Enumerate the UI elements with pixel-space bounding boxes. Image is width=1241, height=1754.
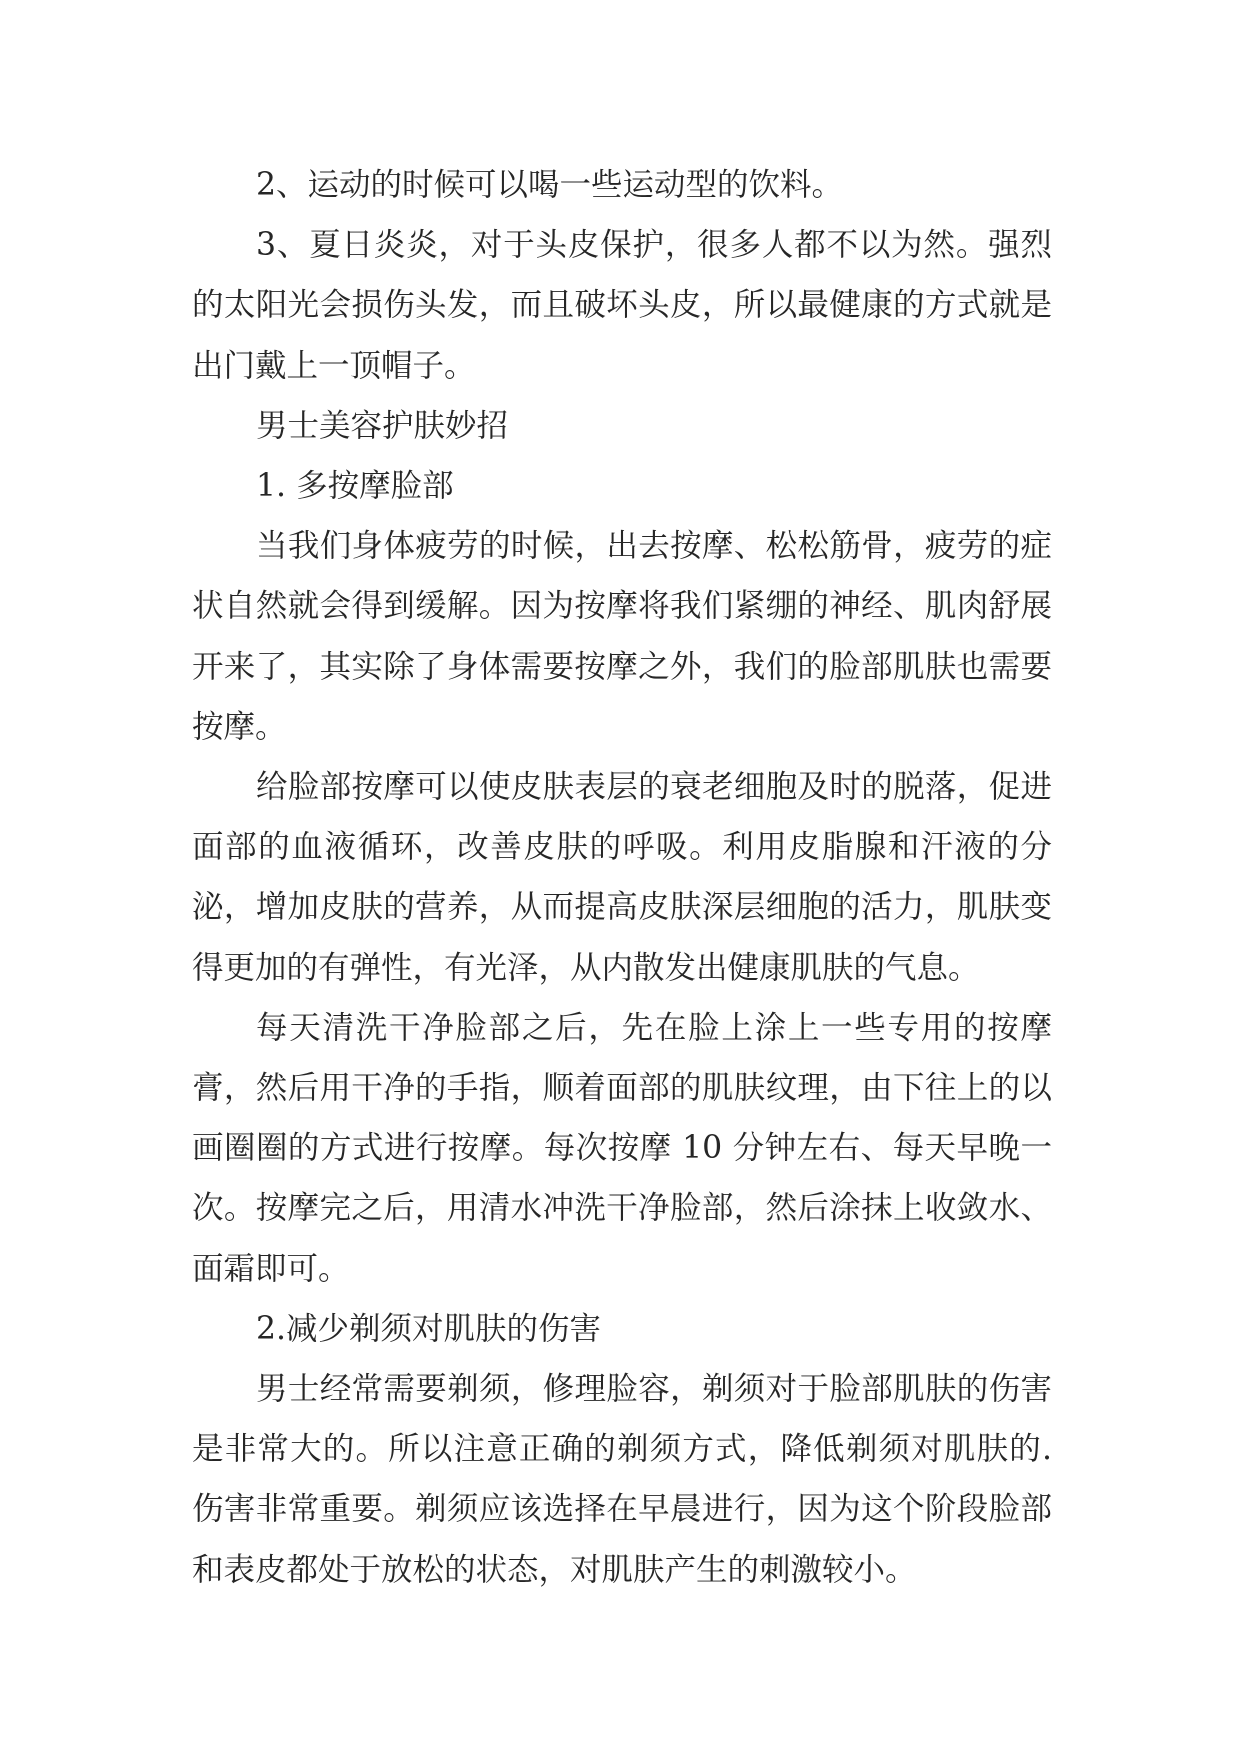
section-heading: 男士美容护肤妙招: [256, 407, 509, 444]
subheading-shaving: 2.减少剃须对肌肤的伤害: [256, 1310, 602, 1347]
paragraph-tip-3: 3、夏日炎炎，对于头皮保护，很多人都不以为然。强烈的太阳光会损伤头发，而且破坏头皮，所以最健康的方式就是出门戴上一顶帽子。: [192, 227, 1052, 384]
paragraph-massage-method: 每天清洗干净脸部之后，先在脸上涂上一些专用的按摩膏，然后用干净的手指，顺着面部的肌肤纹理，由下往上的以画圈圈的方式进行按摩。每次按摩 10 分钟左右、每天早晚一次。按摩完之后，用清水冲洗干净脸部，然后涂抹上收敛水、面霜即可。: [192, 1009, 1052, 1287]
document-body: [192, 155, 1052, 1600]
subheading-massage: 1. 多按摩脸部: [256, 468, 454, 505]
paragraph-massage-intro: 当我们身体疲劳的时候，出去按摩、松松筋骨，疲劳的症状自然就会得到缓解。因为按摩将我们紧绷的神经、肌肉舒展开来了，其实除了身体需要按摩之外，我们的脸部肌肤也需要按摩。: [192, 528, 1052, 745]
paragraph-massage-benefits: 给脸部按摩可以使皮肤表层的衰老细胞及时的脱落，促进面部的血液循环，改善皮肤的呼吸。利用皮脂腺和汗液的分泌，增加皮肤的营养，从而提高皮肤深层细胞的活力，肌肤变得更加的有弹性，有光泽，从内散发出健康肌肤的气息。: [192, 769, 1052, 986]
paragraph-shaving: 男士经常需要剃须，修理脸容，剃须对于脸部肌肤的伤害是非常大的。所以注意正确的剃须方式，降低剃须对肌肤的.伤害非常重要。剃须应该选择在早晨进行，因为这个阶段脸部和表皮都处于放松的状态，对肌肤产生的刺激较小。: [192, 1371, 1052, 1588]
paragraph-tip-2: 2、运动的时候可以喝一些运动型的饮料。: [256, 167, 844, 203]
